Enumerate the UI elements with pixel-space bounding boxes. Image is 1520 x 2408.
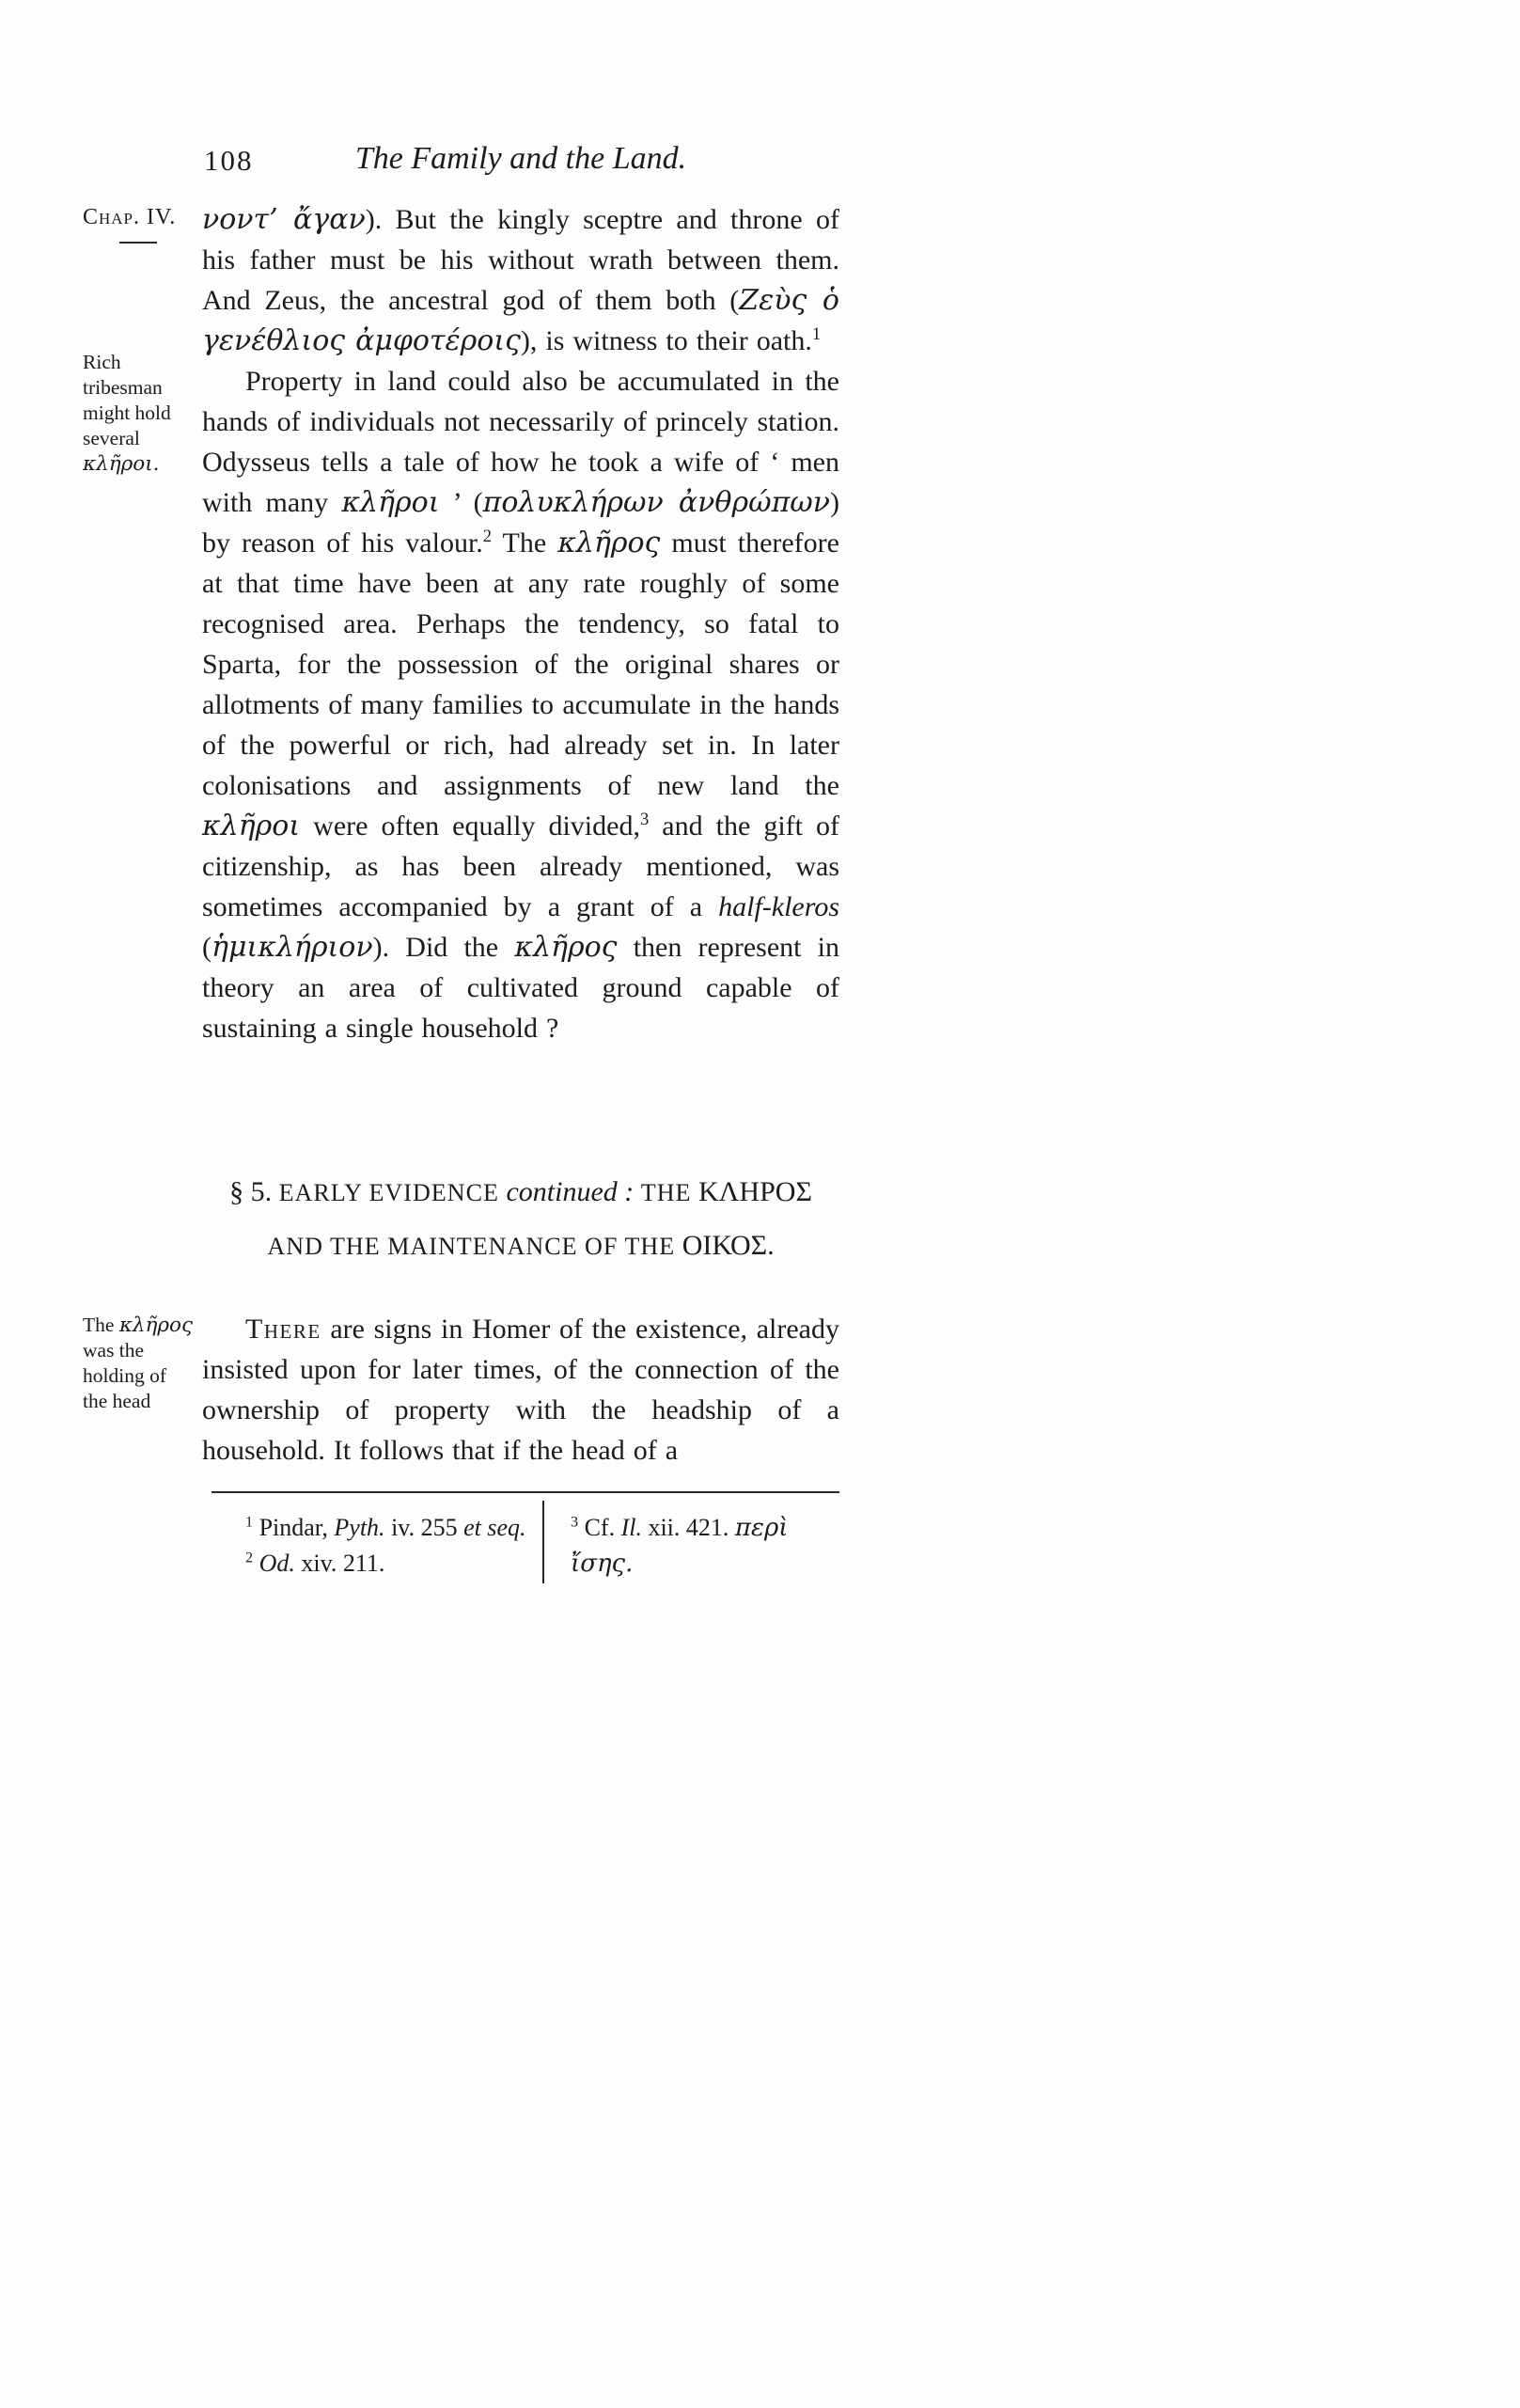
section-heading-line-1: § 5. EARLY EVIDENCE continued : THE ΚΛΗΡΟΣ	[229, 1176, 812, 1207]
chapter-label: Chap. IV.	[83, 205, 177, 229]
margin-note-chapter	[83, 205, 194, 244]
footnote-rule	[212, 1491, 839, 1493]
paragraph-2: Property in land could also be accumulated in the hands of individuals not necessarily of princely station. Odysseus tells a tale of how he took a wife of ‘ men with many κλῆροι ’ (πολυκλήρων ἀνθρώπων) by reason of his valour.$^2$ The κλῆρος must therefore at that time have been at any rate roughly of some recognised area. Perhaps the tendency, so fatal to Sparta, for the possession of the original shares or allotments of many families to accumulate in the hands of the powerful or rich, had already set in. In later colonisations and assignments of new land the κλῆροι were often equally divided,$^3$ and the gift of citizenship, as has been already mentioned, was sometimes accompanied by a grant of a half-kleros (ἡμικλήριον). Did the κλῆρος then represent in theory an area of cultivated ground capable of sustaining a single household ?	[202, 366, 840, 1044]
footnote-2: $^2$ Od. xiv. 211.	[245, 1550, 385, 1577]
paragraph-1: νοντ’ ἄγαν). But the kingly sceptre and throne of his father must be his without wrath between them. And Zeus, the ancestral god of them both (Ζεὺς ὁ γενέθλιος ἀμφοτέροις), is witness to their oath.$^1$	[202, 203, 839, 357]
footnote-column-divider	[542, 1501, 544, 1583]
margin-note-kleros-holding: The κλῆρος was the holding of the head	[83, 1314, 194, 1412]
page-header	[202, 141, 839, 182]
margin-note-rich-tribesman: Rich tribesman might hold several κλῆροι.	[83, 351, 171, 476]
section-heading-line-2: AND THE MAINTENANCE OF THE ΟΙΚΟΣ.	[267, 1230, 775, 1261]
footnotes	[202, 1510, 839, 1604]
footnotes-left-column	[245, 1510, 539, 1582]
chapter-rule	[119, 242, 157, 244]
paragraph-3: There are signs in Homer of the existence, already insisted upon for later times, of the connection of the ownership of property with the headship of a household. It follows that if the head of a	[202, 1314, 839, 1466]
running-title: The Family and the Land.	[354, 141, 687, 176]
footnote-3: $^3$ Cf. Il. xii. 421. περὶ ἴσης.	[571, 1514, 789, 1578]
footnote-1: $^1$ Pindar, Pyth. iv. 255 et seq.	[245, 1514, 526, 1541]
section-heading	[202, 1166, 839, 1273]
page-number: 108	[204, 144, 254, 177]
footnotes-right-column	[571, 1510, 834, 1582]
